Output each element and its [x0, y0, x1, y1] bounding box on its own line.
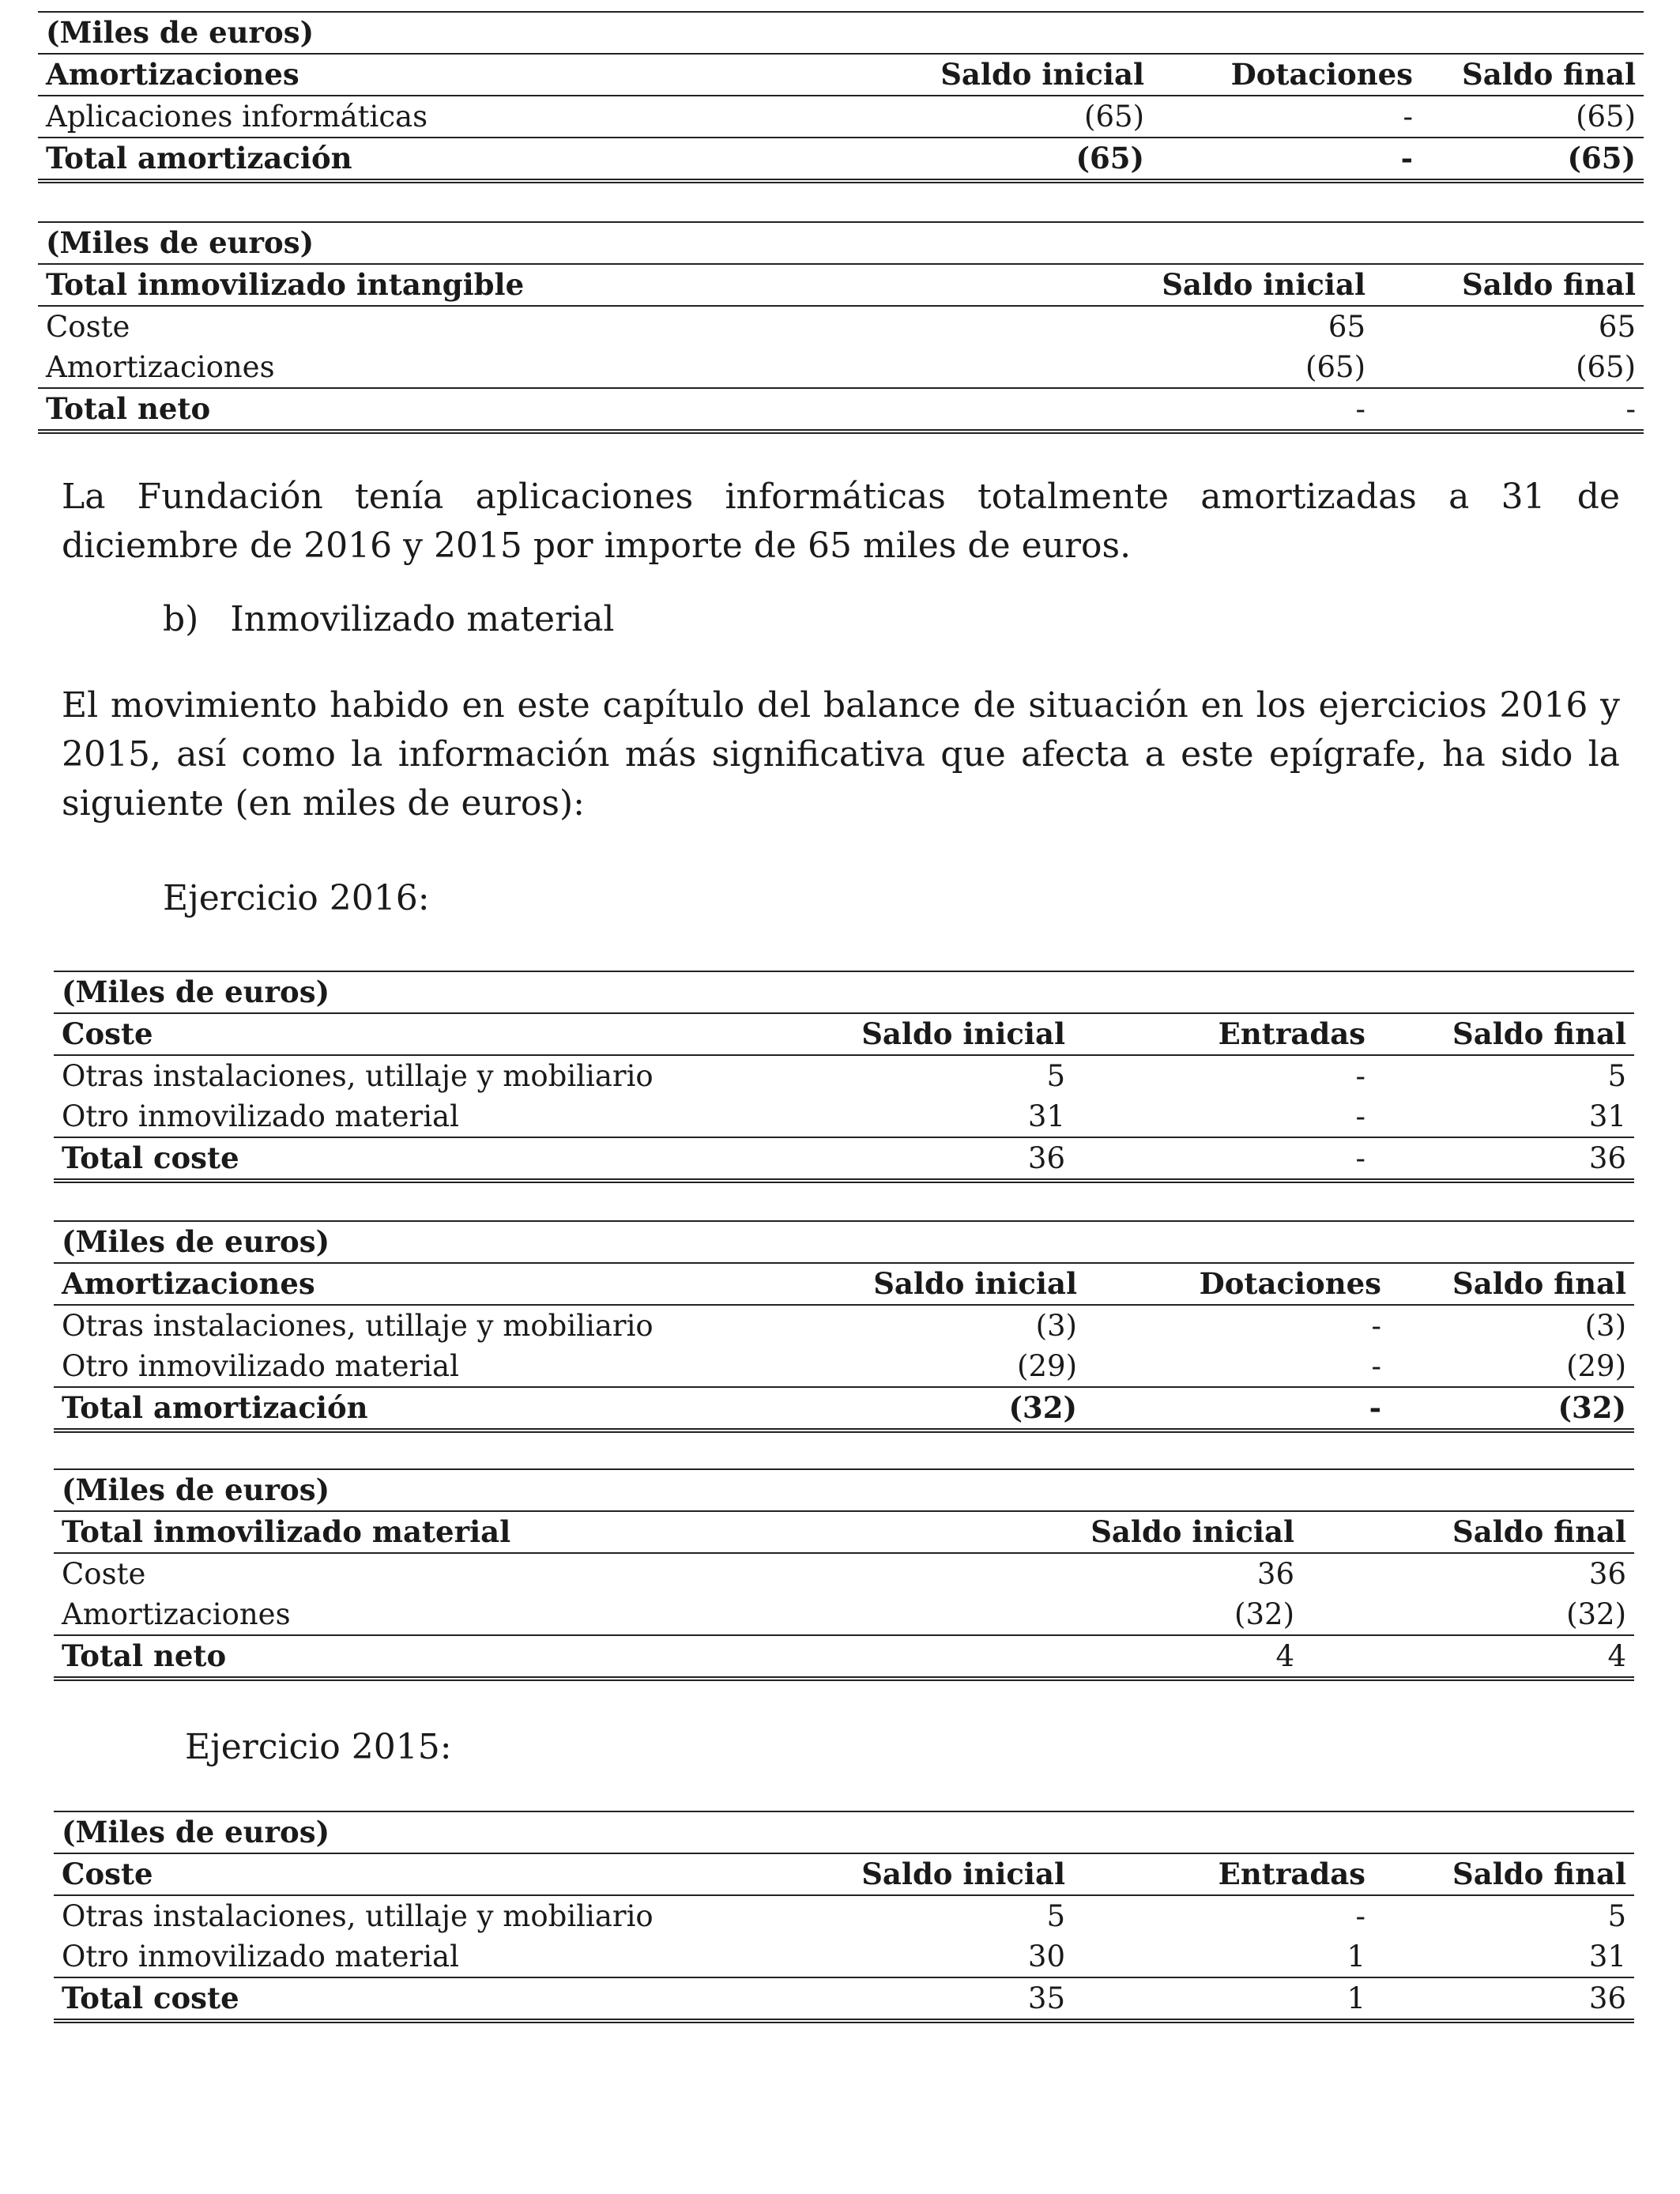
row-label: Otras instalaciones, utillaje y mobiliario: [62, 1309, 654, 1343]
cell-saldo-final: 65: [1598, 310, 1637, 344]
header-saldo-final: Saldo final: [1389, 1263, 1634, 1305]
cell-saldo-inicial: 5: [1046, 1059, 1065, 1093]
table-units-row: [38, 12, 1644, 54]
table-header-row: [54, 1013, 1634, 1055]
header-saldo-inicial: Saldo inicial: [749, 1263, 1085, 1305]
total-saldo-inicial: (65): [812, 138, 1152, 181]
ejercicio-2016-heading: Ejercicio 2016:: [163, 878, 430, 918]
ejercicio-2015-heading: Ejercicio 2015:: [185, 1727, 452, 1767]
cell-saldo-inicial: (32): [1234, 1597, 1294, 1631]
header-saldo-inicial: Saldo inicial: [1065, 264, 1373, 306]
units-label: (Miles de euros): [38, 12, 1644, 54]
cell-saldo-inicial: 36: [1256, 1557, 1294, 1591]
row-label: Amortizaciones: [62, 1597, 291, 1631]
total-saldo-inicial: (32): [749, 1387, 1085, 1431]
paragraph-aplicaciones: La Fundación tenía aplicaciones informáticas totalmente amortizadas a 31 de diciembre de 2016 y 2015 por importe de 65 miles de euros.: [62, 477, 1620, 566]
table-header-row: [54, 1853, 1634, 1895]
row-label: Aplicaciones informáticas: [46, 100, 428, 134]
row-label: Otro inmovilizado material: [62, 1099, 459, 1133]
units-label: (Miles de euros): [38, 222, 1644, 264]
total-saldo-final: (65): [1421, 138, 1644, 181]
table-row: [54, 1096, 1634, 1137]
header-saldo-final: Saldo final: [1373, 1013, 1634, 1055]
cell-saldo-inicial: 5: [1046, 1899, 1065, 1933]
table-header-row: [38, 54, 1644, 96]
total-label: Total neto: [38, 388, 1065, 432]
row-label: Otro inmovilizado material: [62, 1940, 459, 1973]
row-label: Coste: [62, 1557, 146, 1591]
units-label: (Miles de euros): [54, 1811, 1634, 1853]
table-row: [54, 1895, 1634, 1936]
header-saldo-inicial: Saldo inicial: [812, 54, 1152, 96]
total-dotaciones: -: [1085, 1387, 1389, 1431]
table-row: [54, 1594, 1634, 1635]
cell-saldo-final: 5: [1607, 1059, 1627, 1093]
header-dotaciones: Dotaciones: [1085, 1263, 1389, 1305]
total-entradas: -: [1073, 1137, 1373, 1181]
table-total-row: [54, 1137, 1634, 1181]
cell-saldo-final: 31: [1588, 1099, 1627, 1133]
table-total-inmovilizado-material: [54, 1468, 1634, 1681]
table-units-row: [54, 1811, 1634, 1853]
cell-saldo-inicial: (65): [1305, 350, 1365, 384]
cell-entradas: -: [1355, 1099, 1365, 1133]
table-coste-2015: [54, 1811, 1634, 2023]
cell-entradas: -: [1355, 1899, 1365, 1933]
total-label: Total amortización: [38, 138, 812, 181]
table-amortizaciones-2016: [54, 1220, 1634, 1433]
table-row: [54, 1055, 1634, 1096]
header-saldo-final: Saldo final: [1373, 264, 1644, 306]
cell-saldo-final: 31: [1588, 1940, 1627, 1973]
total-saldo-final: (32): [1389, 1387, 1634, 1431]
table-row: [54, 1305, 1634, 1346]
cell-dotaciones: -: [1403, 100, 1413, 134]
units-label: (Miles de euros): [54, 971, 1634, 1013]
row-label: Coste: [46, 310, 130, 344]
total-label: Total neto: [54, 1635, 962, 1679]
cell-saldo-final: (29): [1566, 1349, 1627, 1383]
cell-saldo-inicial: (29): [1017, 1349, 1077, 1383]
section-title: Inmovilizado material: [230, 599, 615, 639]
cell-saldo-final: (65): [1576, 100, 1637, 134]
cell-saldo-inicial: (3): [1035, 1309, 1077, 1343]
table-row: [54, 1346, 1634, 1387]
table-row: [38, 96, 1644, 138]
total-label: Total coste: [54, 1977, 749, 2021]
total-label: Total coste: [54, 1137, 749, 1181]
header-concept: Coste: [54, 1013, 749, 1055]
total-saldo-inicial: 35: [749, 1977, 1073, 2021]
table-total-row: [38, 388, 1644, 432]
table-total-row: [54, 1635, 1634, 1679]
header-saldo-inicial: Saldo inicial: [749, 1853, 1073, 1895]
table-row: [38, 347, 1644, 388]
header-saldo-inicial: Saldo inicial: [962, 1511, 1302, 1553]
row-label: Otras instalaciones, utillaje y mobiliario: [62, 1899, 654, 1933]
cell-saldo-inicial: 31: [1027, 1099, 1065, 1133]
table-header-row: [38, 264, 1644, 306]
total-saldo-inicial: 36: [749, 1137, 1073, 1181]
table-total-inmovilizado-intangible: [38, 221, 1644, 434]
header-concept: Total inmovilizado material: [54, 1511, 962, 1553]
table-total-row: [38, 138, 1644, 181]
header-saldo-inicial: Saldo inicial: [749, 1013, 1073, 1055]
section-b-heading: [163, 595, 615, 644]
table-units-row: [38, 222, 1644, 264]
table-coste-2016: [54, 971, 1634, 1183]
cell-dotaciones: -: [1371, 1349, 1381, 1383]
total-saldo-inicial: 4: [962, 1635, 1302, 1679]
header-concept: Total inmovilizado intangible: [38, 264, 1065, 306]
header-concept: Amortizaciones: [38, 54, 812, 96]
table-row: [54, 1936, 1634, 1977]
cell-saldo-final: (32): [1566, 1597, 1627, 1631]
header-saldo-final: Saldo final: [1302, 1511, 1634, 1553]
row-label: Otras instalaciones, utillaje y mobiliario: [62, 1059, 654, 1093]
total-dotaciones: -: [1152, 138, 1421, 181]
header-entradas: Entradas: [1073, 1853, 1373, 1895]
total-label: Total amortización: [54, 1387, 749, 1431]
header-dotaciones: Dotaciones: [1152, 54, 1421, 96]
table-row: [54, 1553, 1634, 1594]
header-saldo-final: Saldo final: [1373, 1853, 1634, 1895]
table-total-row: [54, 1387, 1634, 1431]
cell-entradas: -: [1355, 1059, 1365, 1093]
cell-saldo-inicial: (65): [1084, 100, 1144, 134]
paragraph-movimiento: El movimiento habido en este capítulo del balance de situación en los ejercicios 2016 y 2015, así como la información más significativa que afecta a este epígrafe, ha sido la siguiente (en miles de euros):: [62, 685, 1620, 824]
table-units-row: [54, 1469, 1634, 1511]
table-units-row: [54, 1221, 1634, 1263]
total-entradas: 1: [1073, 1977, 1373, 2021]
header-concept: Amortizaciones: [54, 1263, 749, 1305]
table-header-row: [54, 1263, 1634, 1305]
units-label: (Miles de euros): [54, 1469, 1634, 1511]
table-row: [38, 306, 1644, 347]
cell-saldo-final: 36: [1588, 1557, 1627, 1591]
row-label: Amortizaciones: [46, 350, 275, 384]
total-saldo-inicial: -: [1065, 388, 1373, 432]
cell-dotaciones: -: [1371, 1309, 1381, 1343]
cell-saldo-final: 5: [1607, 1899, 1627, 1933]
cell-saldo-final: (3): [1584, 1309, 1627, 1343]
cell-saldo-inicial: 30: [1027, 1940, 1065, 1973]
header-entradas: Entradas: [1073, 1013, 1373, 1055]
cell-saldo-final: (65): [1576, 350, 1637, 384]
cell-entradas: 1: [1347, 1940, 1365, 1973]
total-saldo-final: 36: [1373, 1137, 1634, 1181]
total-saldo-final: 36: [1373, 1977, 1634, 2021]
row-label: Otro inmovilizado material: [62, 1349, 459, 1383]
header-concept: Coste: [54, 1853, 749, 1895]
section-marker: b): [163, 599, 199, 639]
table-units-row: [54, 971, 1634, 1013]
total-saldo-final: 4: [1302, 1635, 1634, 1679]
units-label: (Miles de euros): [54, 1221, 1634, 1263]
header-saldo-final: Saldo final: [1421, 54, 1644, 96]
total-saldo-final: -: [1373, 388, 1644, 432]
table-amortizaciones-intangible: [38, 11, 1644, 183]
cell-saldo-inicial: 65: [1328, 310, 1365, 344]
table-total-row: [54, 1977, 1634, 2021]
table-header-row: [54, 1511, 1634, 1553]
